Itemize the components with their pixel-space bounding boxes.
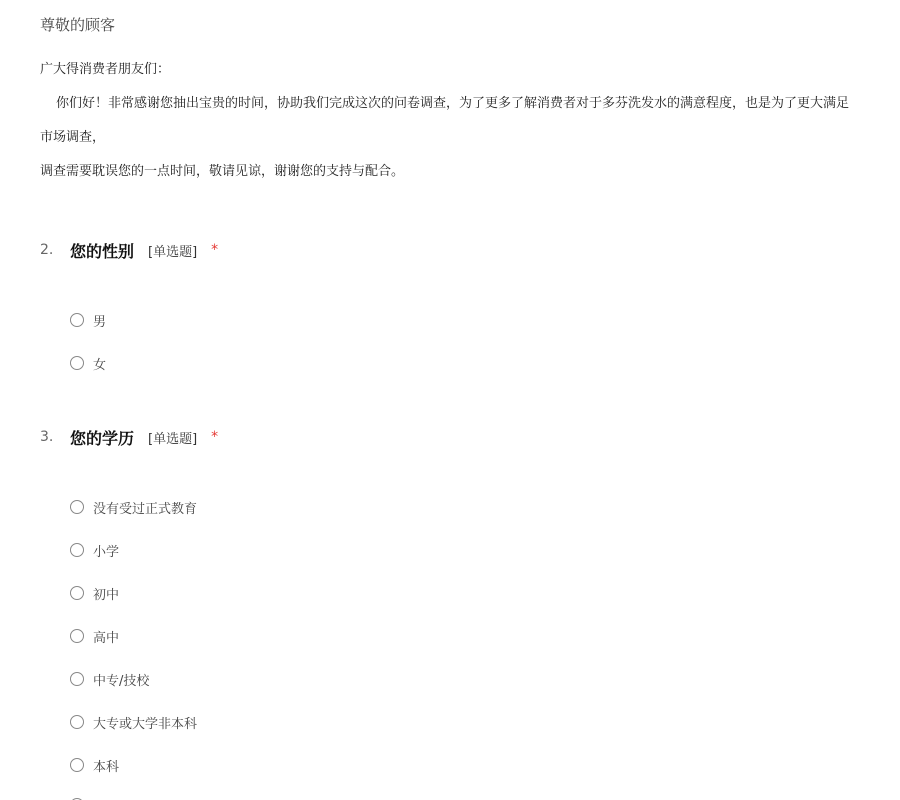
radio-button[interactable] <box>70 356 84 370</box>
option-male[interactable] <box>70 310 106 330</box>
radio-button[interactable] <box>70 758 84 772</box>
option-label: 女 <box>93 357 107 373</box>
option-vocational[interactable] <box>70 669 149 689</box>
radio-button[interactable] <box>70 715 84 729</box>
option-label: 男 <box>93 314 107 330</box>
radio-button[interactable] <box>70 543 84 557</box>
required-mark: * <box>211 429 219 445</box>
option-female[interactable] <box>70 353 106 373</box>
option-primary-school[interactable] <box>70 540 119 560</box>
intro-greeting: 广大得消费者朋友们： <box>40 62 171 77</box>
intro-body-line-1 <box>40 92 849 111</box>
question-type-label: [单选题] <box>148 244 198 260</box>
option-cut-off[interactable] <box>70 795 93 800</box>
required-mark: * <box>211 242 219 258</box>
question-title: 您的性别 <box>70 241 135 261</box>
intro-title: 尊敬的顾客 <box>40 16 116 34</box>
radio-button[interactable] <box>70 313 84 327</box>
question-header <box>40 238 880 262</box>
intro-body-line-2: 市场调查， <box>40 130 106 145</box>
question-type-label: [单选题] <box>148 431 198 447</box>
option-bachelor[interactable] <box>70 755 119 775</box>
option-label: 高中 <box>93 630 120 646</box>
option-junior-high[interactable] <box>70 583 119 603</box>
option-label: 初中 <box>93 587 120 603</box>
intro-body-line-1-text: 你们好！非常感谢您抽出宝贵的时间，协助我们完成这次的问卷调查，为了更多了解消费者对于多芬洗发水的满意程度，也是为了更大满足 <box>56 96 850 111</box>
question-number: 2. <box>40 242 54 258</box>
question-title: 您的学历 <box>70 428 135 448</box>
option-senior-high[interactable] <box>70 626 119 646</box>
option-label: 没有受过正式教育 <box>93 501 198 517</box>
intro-body-line-3: 调查需要耽误您的一点时间，敬请见谅，谢谢您的支持与配合。 <box>40 164 405 179</box>
option-label: 本科 <box>93 759 120 775</box>
option-label: 小学 <box>93 544 120 560</box>
question-education <box>40 425 880 775</box>
option-label: 大专或大学非本科 <box>93 716 198 732</box>
option-label: 中专/技校 <box>93 673 150 689</box>
radio-button[interactable] <box>70 672 84 686</box>
question-gender <box>40 238 880 373</box>
radio-button[interactable] <box>70 586 84 600</box>
option-college-non-bachelor[interactable] <box>70 712 197 732</box>
radio-button[interactable] <box>70 629 84 643</box>
question-number: 3. <box>40 429 54 445</box>
option-no-formal-education[interactable] <box>70 497 197 517</box>
radio-button[interactable] <box>70 500 84 514</box>
question-header <box>40 425 880 449</box>
